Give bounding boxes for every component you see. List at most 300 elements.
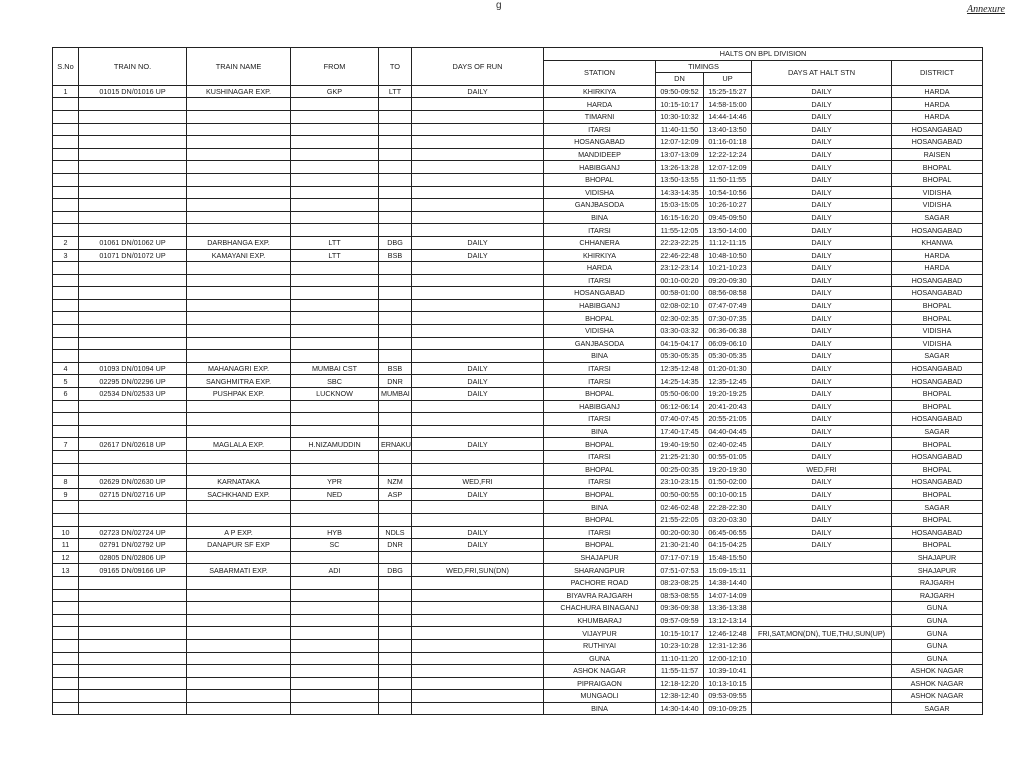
dn-timing-cell: 16:15-16:20: [656, 211, 704, 224]
sno-cell: 8: [53, 476, 79, 489]
train-no-cell: 02791 DN/02792 UP: [79, 539, 187, 552]
train-no-cell: 02723 DN/02724 UP: [79, 526, 187, 539]
table-row: [53, 148, 983, 161]
train-no-cell: [79, 652, 187, 665]
days-at-halt-cell: DAILY: [752, 451, 892, 464]
train-no-cell: [79, 639, 187, 652]
district-cell: HOSANGABAD: [892, 476, 983, 489]
to-cell: [379, 702, 412, 715]
to-cell: [379, 199, 412, 212]
from-cell: [291, 350, 379, 363]
to-cell: [379, 337, 412, 350]
up-timing-cell: 13:40-13:50: [704, 123, 752, 136]
train-no-cell: [79, 199, 187, 212]
up-timing-cell: 02:40-02:45: [704, 438, 752, 451]
days-at-halt-cell: DAILY: [752, 337, 892, 350]
train-no-cell: [79, 413, 187, 426]
district-cell: SHAJAPUR: [892, 564, 983, 577]
header-days-at-halt: DAYS AT HALT STN: [752, 60, 892, 85]
district-cell: GUNA: [892, 602, 983, 615]
to-cell: ASP: [379, 488, 412, 501]
days-at-halt-cell: [752, 639, 892, 652]
days-at-halt-cell: [752, 576, 892, 589]
days-at-halt-cell: DAILY: [752, 488, 892, 501]
station-cell: ITARSI: [544, 413, 656, 426]
days-at-halt-cell: FRI,SAT,MON(DN), TUE,THU,SUN(UP): [752, 627, 892, 640]
from-cell: [291, 161, 379, 174]
to-cell: [379, 136, 412, 149]
train-no-cell: 02534 DN/02533 UP: [79, 388, 187, 401]
table-row: [53, 161, 983, 174]
dn-timing-cell: 12:07-12:09: [656, 136, 704, 149]
district-cell: HOSANGABAD: [892, 224, 983, 237]
station-cell: ITARSI: [544, 123, 656, 136]
sno-cell: [53, 627, 79, 640]
to-cell: [379, 299, 412, 312]
sno-cell: [53, 652, 79, 665]
up-timing-cell: 15:09-15:11: [704, 564, 752, 577]
station-cell: HABIBGANJ: [544, 161, 656, 174]
days-of-run-cell: [412, 325, 544, 338]
days-at-halt-cell: DAILY: [752, 476, 892, 489]
days-of-run-cell: [412, 98, 544, 111]
train-no-cell: [79, 337, 187, 350]
station-cell: BHOPAL: [544, 488, 656, 501]
train-no-cell: [79, 274, 187, 287]
train-no-cell: [79, 299, 187, 312]
district-cell: HOSANGABAD: [892, 413, 983, 426]
to-cell: [379, 350, 412, 363]
table-row: [53, 526, 983, 539]
up-timing-cell: 01:50-02:00: [704, 476, 752, 489]
station-cell: KHIRKIYA: [544, 85, 656, 98]
to-cell: [379, 576, 412, 589]
district-cell: VIDISHA: [892, 186, 983, 199]
from-cell: [291, 451, 379, 464]
to-cell: [379, 652, 412, 665]
days-of-run-cell: [412, 224, 544, 237]
district-cell: SHAJAPUR: [892, 551, 983, 564]
to-cell: [379, 400, 412, 413]
days-of-run-cell: [412, 627, 544, 640]
table-row: [53, 627, 983, 640]
up-timing-cell: 08:56-08:58: [704, 287, 752, 300]
from-cell: [291, 463, 379, 476]
train-name-cell: DARBHANGA EXP.: [187, 236, 291, 249]
train-name-cell: [187, 123, 291, 136]
days-at-halt-cell: DAILY: [752, 312, 892, 325]
station-cell: HOSANGABAD: [544, 287, 656, 300]
table-row: [53, 186, 983, 199]
to-cell: BSB: [379, 249, 412, 262]
to-cell: [379, 413, 412, 426]
district-cell: RAJGARH: [892, 589, 983, 602]
days-of-run-cell: DAILY: [412, 438, 544, 451]
train-name-cell: [187, 576, 291, 589]
timetable: [52, 47, 983, 715]
to-cell: MUMBAI: [379, 388, 412, 401]
days-at-halt-cell: [752, 551, 892, 564]
district-cell: BHOPAL: [892, 173, 983, 186]
dn-timing-cell: 09:36-09:38: [656, 602, 704, 615]
district-cell: HARDA: [892, 249, 983, 262]
days-of-run-cell: DAILY: [412, 539, 544, 552]
district-cell: RAISEN: [892, 148, 983, 161]
station-cell: PACHORE ROAD: [544, 576, 656, 589]
sno-cell: [53, 463, 79, 476]
station-cell: PIPRAIGAON: [544, 677, 656, 690]
table-row: [53, 236, 983, 249]
up-timing-cell: 19:20-19:25: [704, 388, 752, 401]
dn-timing-cell: 07:40-07:45: [656, 413, 704, 426]
district-cell: ASHOK NAGAR: [892, 677, 983, 690]
district-cell: VIDISHA: [892, 325, 983, 338]
sno-cell: 1: [53, 85, 79, 98]
sno-cell: 11: [53, 539, 79, 552]
district-cell: HOSANGABAD: [892, 136, 983, 149]
days-of-run-cell: [412, 677, 544, 690]
train-name-cell: SACHKHAND EXP.: [187, 488, 291, 501]
up-timing-cell: 07:30-07:35: [704, 312, 752, 325]
days-at-halt-cell: [752, 702, 892, 715]
days-of-run-cell: [412, 551, 544, 564]
table-row: [53, 665, 983, 678]
to-cell: [379, 501, 412, 514]
days-of-run-cell: [412, 299, 544, 312]
up-timing-cell: 12:00-12:10: [704, 652, 752, 665]
up-timing-cell: 00:10-00:15: [704, 488, 752, 501]
to-cell: [379, 463, 412, 476]
district-cell: BHOPAL: [892, 438, 983, 451]
from-cell: [291, 312, 379, 325]
up-timing-cell: 14:38-14:40: [704, 576, 752, 589]
days-of-run-cell: [412, 602, 544, 615]
up-timing-cell: 12:31-12:36: [704, 639, 752, 652]
table-row: [53, 652, 983, 665]
to-cell: DNR: [379, 539, 412, 552]
train-no-cell: [79, 665, 187, 678]
train-name-cell: [187, 665, 291, 678]
train-no-cell: 02805 DN/02806 UP: [79, 551, 187, 564]
days-of-run-cell: [412, 186, 544, 199]
station-cell: BHOPAL: [544, 438, 656, 451]
from-cell: [291, 224, 379, 237]
train-no-cell: 02617 DN/02618 UP: [79, 438, 187, 451]
district-cell: HOSANGABAD: [892, 287, 983, 300]
station-cell: BINA: [544, 501, 656, 514]
station-cell: RUTHIYAI: [544, 639, 656, 652]
from-cell: SBC: [291, 375, 379, 388]
from-cell: [291, 690, 379, 703]
days-at-halt-cell: WED,FRI: [752, 463, 892, 476]
up-timing-cell: 10:39-10:41: [704, 665, 752, 678]
train-name-cell: PUSHPAK EXP.: [187, 388, 291, 401]
to-cell: [379, 589, 412, 602]
train-name-cell: [187, 413, 291, 426]
sno-cell: [53, 136, 79, 149]
from-cell: [291, 602, 379, 615]
train-name-cell: [187, 274, 291, 287]
days-at-halt-cell: [752, 589, 892, 602]
dn-timing-cell: 12:35-12:48: [656, 362, 704, 375]
to-cell: [379, 98, 412, 111]
sno-cell: [53, 665, 79, 678]
to-cell: [379, 148, 412, 161]
up-timing-cell: 19:20-19:30: [704, 463, 752, 476]
up-timing-cell: 10:48-10:50: [704, 249, 752, 262]
station-cell: KHUMBARAJ: [544, 614, 656, 627]
district-cell: GUNA: [892, 652, 983, 665]
up-timing-cell: 13:12-13:14: [704, 614, 752, 627]
station-cell: BHOPAL: [544, 173, 656, 186]
train-name-cell: [187, 551, 291, 564]
dn-timing-cell: 09:57-09:59: [656, 614, 704, 627]
days-at-halt-cell: [752, 690, 892, 703]
days-of-run-cell: [412, 123, 544, 136]
from-cell: H.NIZAMUDDIN: [291, 438, 379, 451]
station-cell: HABIBGANJ: [544, 299, 656, 312]
table-row: [53, 123, 983, 136]
sno-cell: 10: [53, 526, 79, 539]
sno-cell: [53, 148, 79, 161]
station-cell: HARDA: [544, 262, 656, 275]
train-no-cell: [79, 173, 187, 186]
dn-timing-cell: 14:30-14:40: [656, 702, 704, 715]
from-cell: [291, 413, 379, 426]
train-no-cell: [79, 287, 187, 300]
dn-timing-cell: 00:10-00:20: [656, 274, 704, 287]
station-cell: MANDIDEEP: [544, 148, 656, 161]
timetable-body: [53, 85, 983, 715]
sno-cell: [53, 350, 79, 363]
dn-timing-cell: 00:20-00:30: [656, 526, 704, 539]
days-of-run-cell: DAILY: [412, 85, 544, 98]
from-cell: [291, 211, 379, 224]
header-days-of-run: DAYS OF RUN: [412, 48, 544, 86]
train-no-cell: [79, 400, 187, 413]
table-row: [53, 388, 983, 401]
from-cell: LUCKNOW: [291, 388, 379, 401]
from-cell: [291, 287, 379, 300]
header-halts: HALTS ON BPL DIVISION: [544, 48, 983, 61]
header-timings: TIMINGS: [656, 60, 752, 73]
station-cell: BHOPAL: [544, 513, 656, 526]
from-cell: [291, 702, 379, 715]
to-cell: [379, 110, 412, 123]
days-at-halt-cell: DAILY: [752, 262, 892, 275]
to-cell: [379, 602, 412, 615]
station-cell: TIMARNI: [544, 110, 656, 123]
days-of-run-cell: [412, 451, 544, 464]
district-cell: RAJGARH: [892, 576, 983, 589]
sno-cell: [53, 589, 79, 602]
dn-timing-cell: 13:07-13:09: [656, 148, 704, 161]
sno-cell: [53, 98, 79, 111]
days-of-run-cell: [412, 501, 544, 514]
train-name-cell: MAHANAGRI EXP.: [187, 362, 291, 375]
dn-timing-cell: 02:46-02:48: [656, 501, 704, 514]
dn-timing-cell: 22:23-22:25: [656, 236, 704, 249]
district-cell: HARDA: [892, 85, 983, 98]
dn-timing-cell: 08:23-08:25: [656, 576, 704, 589]
station-cell: GUNA: [544, 652, 656, 665]
sno-cell: [53, 110, 79, 123]
to-cell: DNR: [379, 375, 412, 388]
train-no-cell: [79, 513, 187, 526]
dn-timing-cell: 02:30-02:35: [656, 312, 704, 325]
to-cell: [379, 513, 412, 526]
train-name-cell: [187, 199, 291, 212]
table-row: [53, 539, 983, 552]
from-cell: GKP: [291, 85, 379, 98]
to-cell: [379, 186, 412, 199]
days-at-halt-cell: DAILY: [752, 513, 892, 526]
to-cell: [379, 123, 412, 136]
train-no-cell: [79, 312, 187, 325]
dn-timing-cell: 05:50-06:00: [656, 388, 704, 401]
table-row: [53, 501, 983, 514]
up-timing-cell: 05:30-05:35: [704, 350, 752, 363]
days-at-halt-cell: DAILY: [752, 173, 892, 186]
days-at-halt-cell: DAILY: [752, 350, 892, 363]
days-of-run-cell: DAILY: [412, 375, 544, 388]
to-cell: [379, 551, 412, 564]
days-at-halt-cell: DAILY: [752, 110, 892, 123]
station-cell: GANJBASODA: [544, 337, 656, 350]
days-at-halt-cell: [752, 614, 892, 627]
table-row: [53, 211, 983, 224]
up-timing-cell: 10:26-10:27: [704, 199, 752, 212]
days-of-run-cell: [412, 350, 544, 363]
train-no-cell: [79, 148, 187, 161]
header-dn: DN: [656, 73, 704, 86]
sno-cell: 3: [53, 249, 79, 262]
header-train-name: TRAIN NAME: [187, 48, 291, 86]
station-cell: ITARSI: [544, 526, 656, 539]
days-of-run-cell: [412, 287, 544, 300]
sno-cell: [53, 451, 79, 464]
table-row: [53, 702, 983, 715]
train-name-cell: [187, 110, 291, 123]
from-cell: [291, 274, 379, 287]
days-of-run-cell: [412, 312, 544, 325]
sno-cell: [53, 400, 79, 413]
from-cell: [291, 123, 379, 136]
station-cell: BINA: [544, 425, 656, 438]
station-cell: VIJAYPUR: [544, 627, 656, 640]
station-cell: ITARSI: [544, 274, 656, 287]
train-name-cell: [187, 513, 291, 526]
district-cell: HOSANGABAD: [892, 123, 983, 136]
sno-cell: [53, 690, 79, 703]
up-timing-cell: 10:54-10:56: [704, 186, 752, 199]
sno-cell: [53, 173, 79, 186]
up-timing-cell: 04:40-04:45: [704, 425, 752, 438]
table-row: [53, 576, 983, 589]
dn-timing-cell: 11:55-11:57: [656, 665, 704, 678]
days-at-halt-cell: DAILY: [752, 287, 892, 300]
station-cell: VIDISHA: [544, 325, 656, 338]
district-cell: BHOPAL: [892, 400, 983, 413]
train-name-cell: [187, 501, 291, 514]
sno-cell: [53, 312, 79, 325]
train-no-cell: 01061 DN/01062 UP: [79, 236, 187, 249]
district-cell: SAGAR: [892, 702, 983, 715]
sno-cell: 7: [53, 438, 79, 451]
train-name-cell: [187, 262, 291, 275]
table-row: [53, 589, 983, 602]
to-cell: DBG: [379, 236, 412, 249]
table-row: [53, 488, 983, 501]
days-at-halt-cell: [752, 564, 892, 577]
dn-timing-cell: 22:46-22:48: [656, 249, 704, 262]
table-row: [53, 614, 983, 627]
dn-timing-cell: 11:10-11:20: [656, 652, 704, 665]
district-cell: HARDA: [892, 110, 983, 123]
days-at-halt-cell: DAILY: [752, 274, 892, 287]
train-name-cell: [187, 451, 291, 464]
days-of-run-cell: [412, 639, 544, 652]
dn-timing-cell: 05:30-05:35: [656, 350, 704, 363]
sno-cell: [53, 702, 79, 715]
days-of-run-cell: [412, 665, 544, 678]
district-cell: GUNA: [892, 627, 983, 640]
sno-cell: [53, 123, 79, 136]
dn-timing-cell: 08:53-08:55: [656, 589, 704, 602]
from-cell: YPR: [291, 476, 379, 489]
from-cell: [291, 551, 379, 564]
sno-cell: [53, 186, 79, 199]
dn-timing-cell: 02:08-02:10: [656, 299, 704, 312]
dn-timing-cell: 10:23-10:28: [656, 639, 704, 652]
days-of-run-cell: [412, 211, 544, 224]
train-name-cell: [187, 173, 291, 186]
days-of-run-cell: DAILY: [412, 526, 544, 539]
station-cell: BIYAVRA RAJGARH: [544, 589, 656, 602]
top-mark: g: [496, 0, 502, 11]
header-up: UP: [704, 73, 752, 86]
train-no-cell: [79, 627, 187, 640]
up-timing-cell: 20:41-20:43: [704, 400, 752, 413]
table-row: [53, 690, 983, 703]
from-cell: [291, 186, 379, 199]
train-no-cell: [79, 602, 187, 615]
station-cell: VIDISHA: [544, 186, 656, 199]
up-timing-cell: 11:50-11:55: [704, 173, 752, 186]
train-no-cell: 02629 DN/02630 UP: [79, 476, 187, 489]
days-of-run-cell: [412, 652, 544, 665]
days-of-run-cell: [412, 702, 544, 715]
days-at-halt-cell: DAILY: [752, 161, 892, 174]
station-cell: ITARSI: [544, 224, 656, 237]
table-row: [53, 413, 983, 426]
to-cell: [379, 639, 412, 652]
table-row: [53, 677, 983, 690]
table-row: [53, 350, 983, 363]
up-timing-cell: 13:36-13:38: [704, 602, 752, 615]
sno-cell: 13: [53, 564, 79, 577]
days-of-run-cell: [412, 614, 544, 627]
up-timing-cell: 07:47-07:49: [704, 299, 752, 312]
to-cell: [379, 224, 412, 237]
dn-timing-cell: 13:26-13:28: [656, 161, 704, 174]
from-cell: [291, 337, 379, 350]
days-of-run-cell: [412, 173, 544, 186]
table-row: [53, 551, 983, 564]
from-cell: LTT: [291, 236, 379, 249]
station-cell: ITARSI: [544, 451, 656, 464]
days-at-halt-cell: DAILY: [752, 501, 892, 514]
